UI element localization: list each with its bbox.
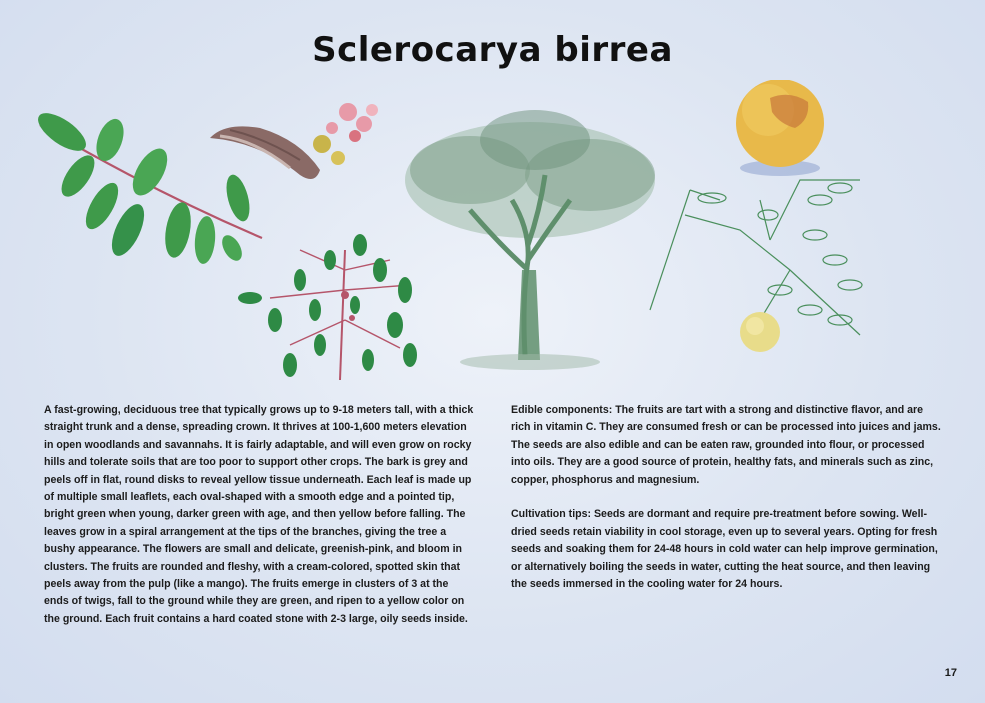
- cultivation-tips-paragraph: [511, 506, 943, 593]
- cultivation-tips-text: Seeds are dormant and require pre-treatment before sowing. Well-dried seeds retain viability in cool storage, even up to several years. Opting for fresh seeds and soaking them for 24-48 hours in cold water can help improve germination, or alternatively boiling the seeds in water, cutting the heat source, and then leaving the seeds immersed in the cooling water for 24 hours.: [511, 508, 938, 591]
- edible-components-text: The fruits are tart with a strong and distinctive flavor, and are rich in vitamin C. They are consumed fresh or can be processed into juices and jams. The seeds are also edible and can be eaten raw, grounded into flour, or processed into oils. They are a good source of protein, healthy fats, and minerals such as zinc, copper, phosphorus and magnesium.: [511, 404, 941, 486]
- fruit-illustration: [736, 80, 824, 176]
- hanging-fruit-illustration: [740, 312, 780, 352]
- info-column: [511, 402, 943, 611]
- description-column: [44, 402, 474, 646]
- tree-illustration: [405, 110, 655, 370]
- page-number: 17: [944, 667, 957, 679]
- sketch-branch-illustration: [650, 180, 862, 335]
- edible-components-label: Edible components:: [511, 404, 613, 416]
- cultivation-tips-label: Cultivation tips:: [511, 508, 592, 521]
- description-paragraph: A fast-growing, deciduous tree that typically grows up to 9-18 meters tall, with a thick straight trunk and a dense, spreading crown. It thrives at 100-1,600 meters elevation in open woodlands and savannahs. It is fairly adaptable, and will even grow on rocky hills and tolerate soils that are too poor to support other crops. The bark is grey and peels off in flat, round disks to reveal yellow tissue underneath. Each leaf is made up of multiple small leaflets, each oval-shaped with a smooth edge and a pointed tip, bright green when young, darker green with age, and then yellow before falling. The leaves grow in a spiral arrangement at the tips of the branches, giving the tree a bushy appearance. The flowers are small and delicate, greenish-pink, and bloom in clusters. The fruits are rounded and fleshy, with a cream-colored, spotted skin that peels away from the pulp (like a mango). The fruits emerge in clusters of 3 at the ends of twigs, fall to the ground while they are green, and ripen to a yellow color on the ground. Each fruit contains a hard coated stone with 2-3 large, oily seeds inside.: [44, 404, 474, 625]
- bark-and-flowers-illustration: [210, 103, 378, 179]
- edible-components-paragraph: [511, 402, 943, 489]
- illustrations: [0, 80, 985, 390]
- leafy-twig-illustration: [238, 234, 417, 380]
- page-title: Sclerocarya birrea: [312, 30, 673, 70]
